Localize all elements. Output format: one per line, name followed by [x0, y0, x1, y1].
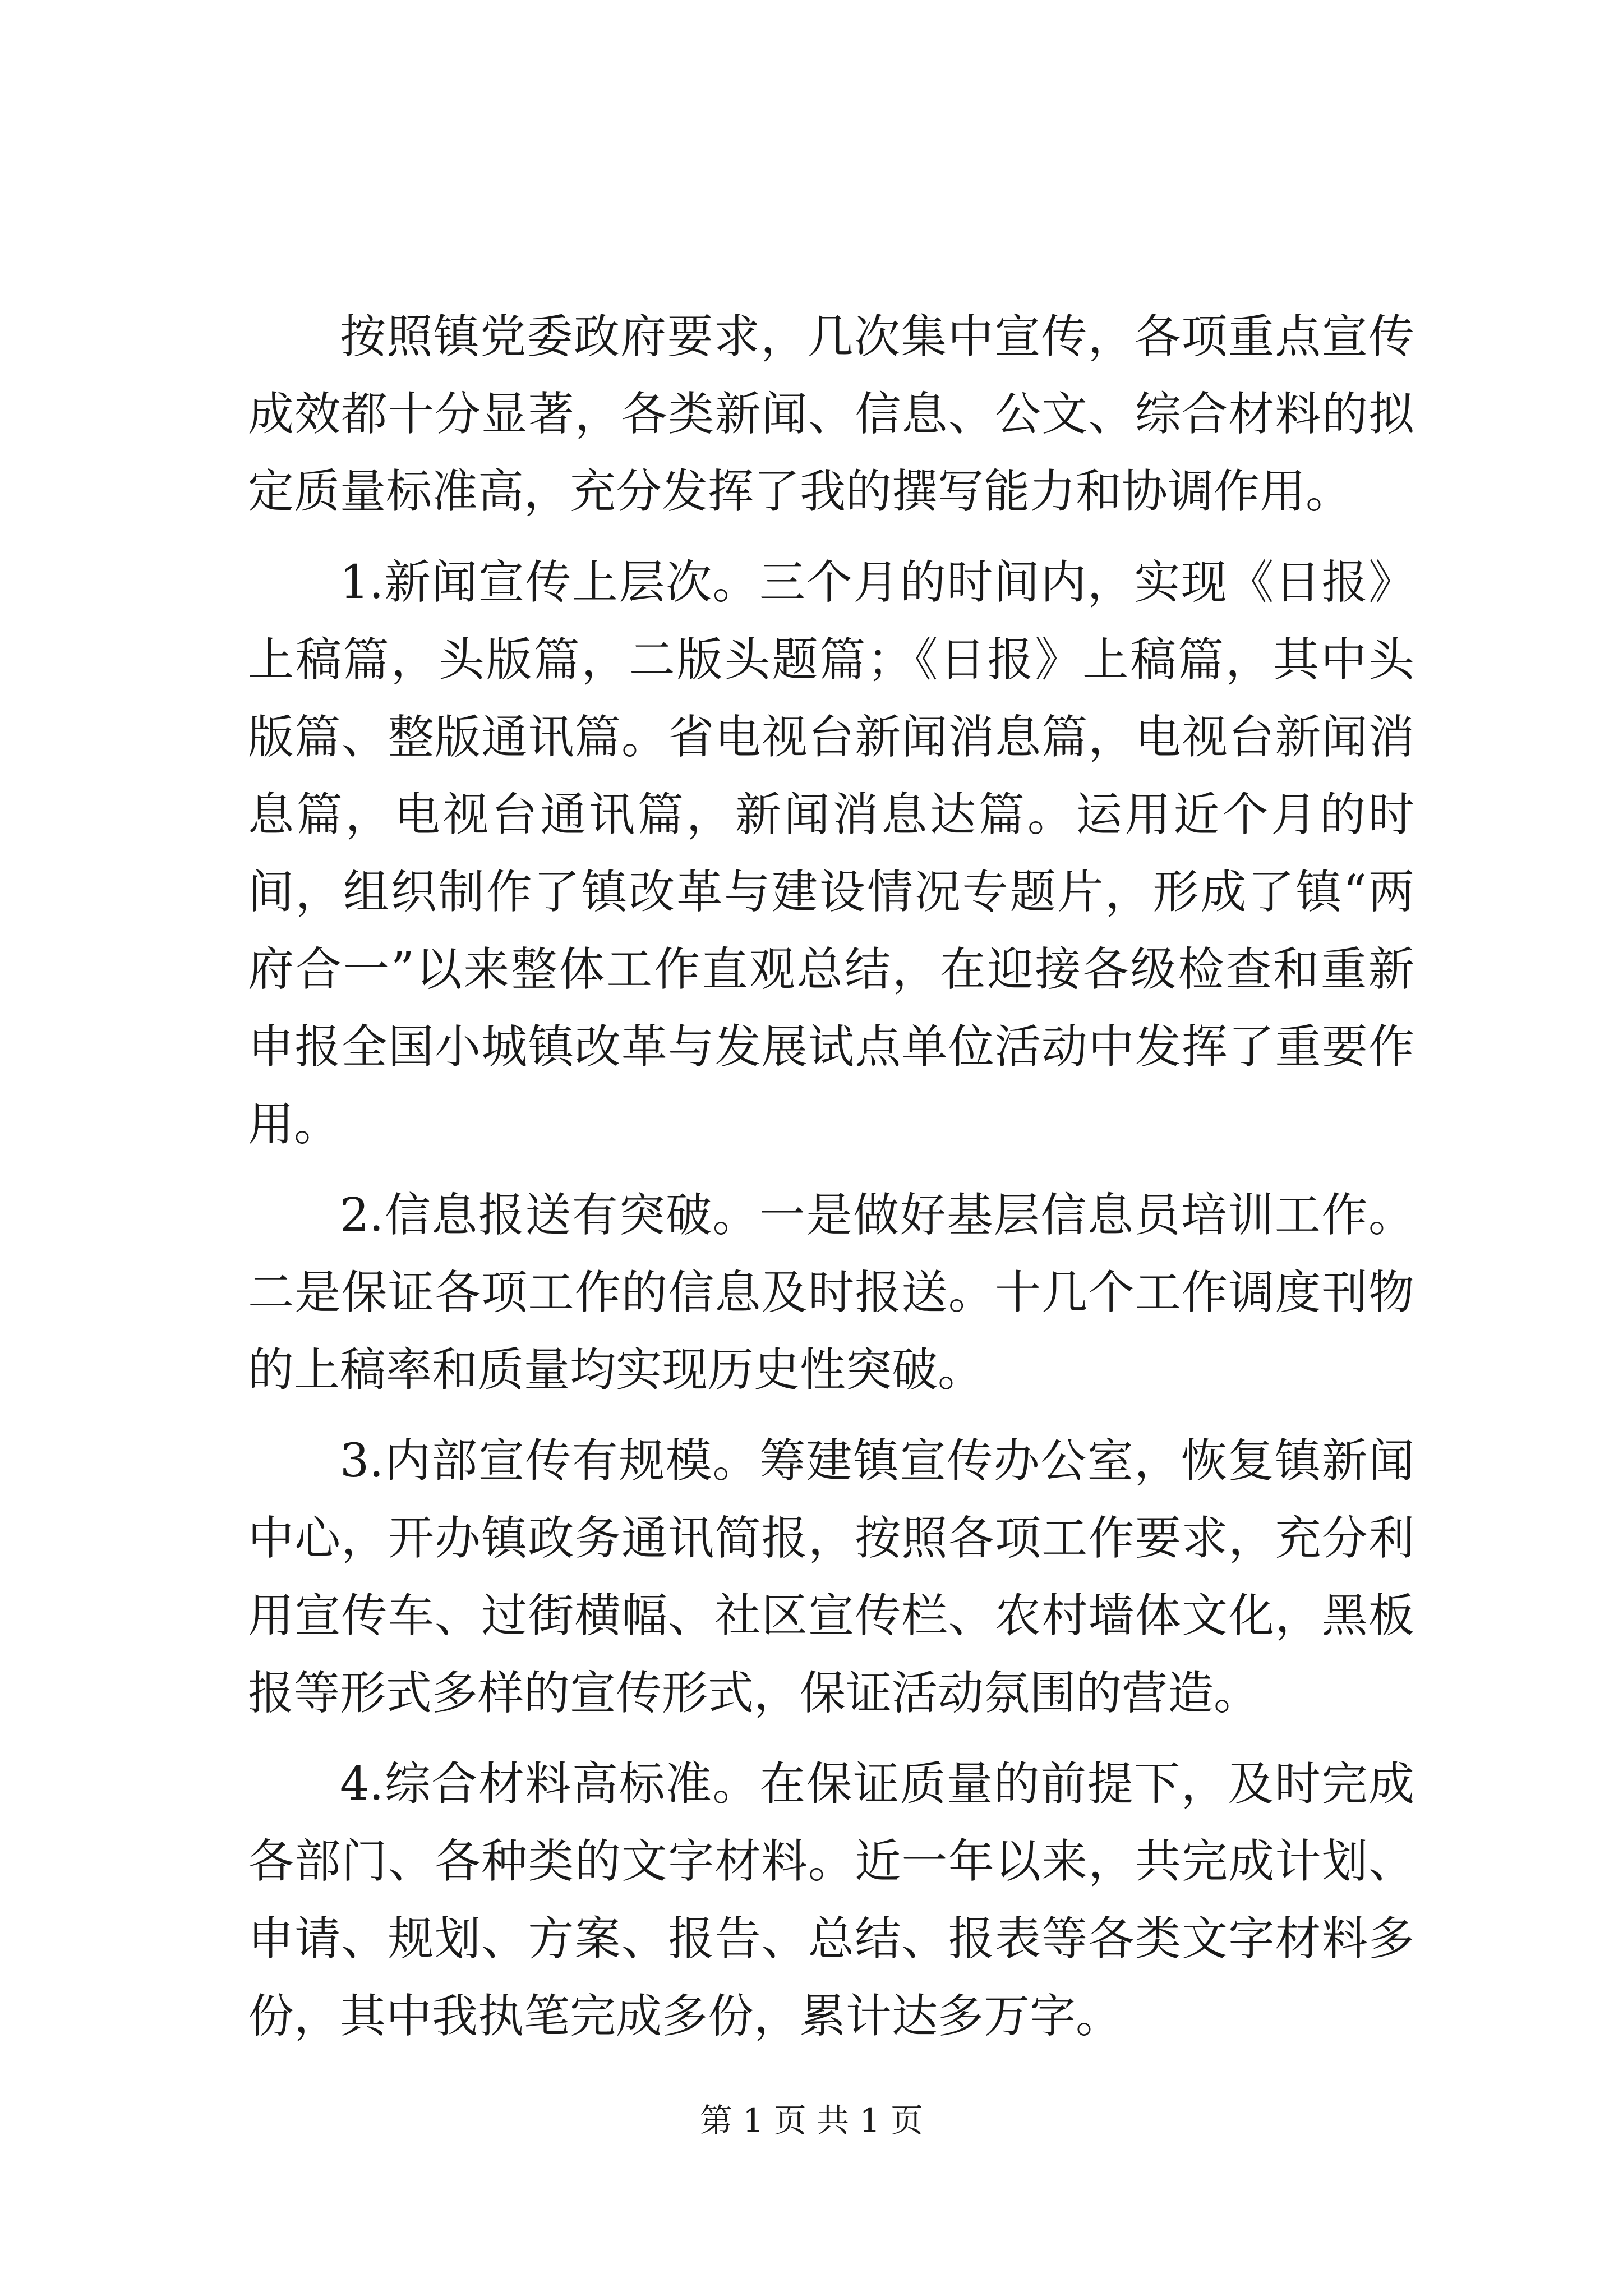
paragraph-intro: 按照镇党委政府要求，几次集中宣传，各项重点宣传成效都十分显著，各类新闻、信息、公文、综合材料的拟定质量标准高，充分发挥了我的撰写能力和协调作用。 [248, 310, 1414, 518]
paragraph-comprehensive-materials: 4.综合材料高标准。在保证质量的前提下，及时完成各部门、各种类的文字材料。近一年以来，共完成计划、申请、规划、方案、报告、总结、报表等各类文字材料多份，其中我执笔完成多份，累计达多万字。 [248, 1757, 1414, 2043]
paragraph-information-reporting: 2.信息报送有突破。一是做好基层信息员培训工作。二是保证各项工作的信息及时报送。十几个工作调度刊物的上稿率和质量均实现历史性突破。 [248, 1189, 1414, 1397]
page-number-footer: 第 1 页 共 1 页 [700, 2101, 923, 2139]
paragraph-internal-publicity: 3.内部宣传有规模。筹建镇宣传办公室，恢复镇新闻中心，开办镇政务通讯简报，按照各项工作要求，充分利用宣传车、过街横幅、社区宣传栏、农村墙体文化，黑板报等形式多样的宣传形式，保证活动氛围的营造。 [248, 1434, 1414, 1720]
document-body [248, 298, 1414, 2069]
paragraph-news-publicity: 1.新闻宣传上层次。三个月的时间内，实现《日报》上稿篇，头版篇，二版头题篇；《日报》上稿篇，其中头版篇、整版通讯篇。省电视台新闻消息篇，电视台新闻消息篇，电视台通讯篇，新闻消息达篇。运用近个月的时间，组织制作了镇改革与建设情况专题片，形成了镇“两府合一”以来整体工作直观总结，在迎接各级检查和重新申报全国小城镇改革与发展试点单位活动中发挥了重要作用。 [248, 556, 1414, 1151]
